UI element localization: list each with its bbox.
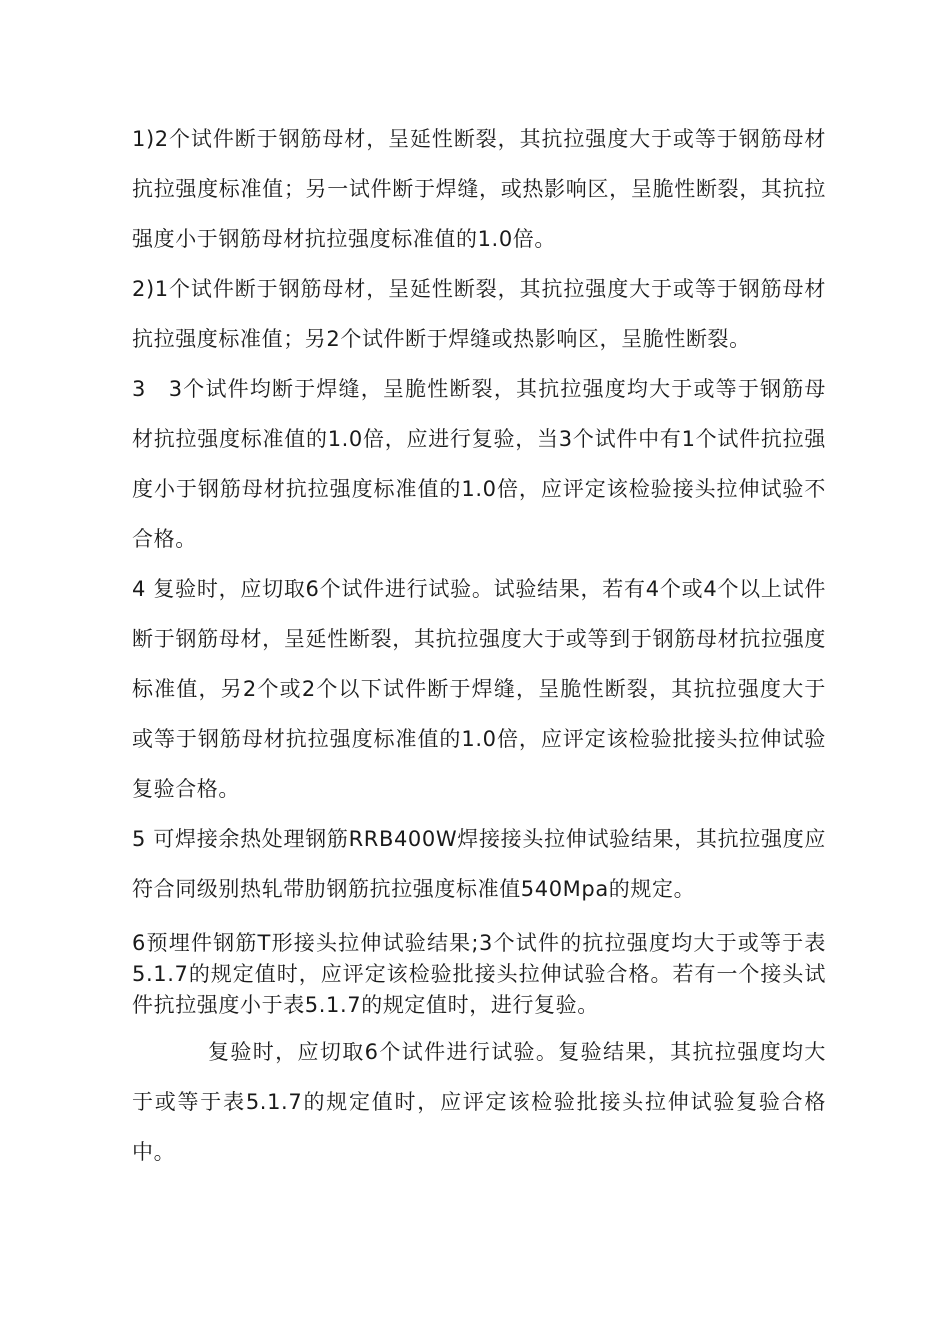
- paragraph-7: 复验时，应切取6个试件进行试验。复验结果，其抗拉强度均大于或等于表5.1.7的规定值时，应评定该检验批接头拉伸试验复验合格中。: [132, 1040, 826, 1164]
- document-body: [132, 114, 826, 1177]
- paragraph-4: 4 复验时，应切取6个试件进行试验。试验结果，若有4个或4个以上试件断于钢筋母材，呈延性断裂，其抗拉强度大于或等到于钢筋母材抗拉强度标准值，另2个或2个以下试件断于焊缝，呈脆性断裂，其抗拉强度大于或等于钢筋母材抗拉强度标准值的1.0倍，应评定该检验批接头拉伸试验复验合格。: [132, 577, 826, 801]
- paragraph-6: 6预埋件钢筋T形接头拉伸试验结果;3个试件的抗拉强度均大于或等于表5.1.7的规定值时，应评定该检验批接头拉伸试验合格。若有一个接头试件抗拉强度小于表5.1.7的规定值时，进行复验。: [132, 931, 826, 1017]
- paragraph-5: 5 可焊接余热处理钢筋RRB400W焊接接头拉伸试验结果，其抗拉强度应符合同级别热轧带肋钢筋抗拉强度标准值540Mpa的规定。: [132, 827, 826, 901]
- paragraph-3: 3 3个试件均断于焊缝，呈脆性断裂，其抗拉强度均大于或等于钢筋母材抗拉强度标准值的1.0倍，应进行复验，当3个试件中有1个试件抗拉强度小于钢筋母材抗拉强度标准值的1.0倍，应评定该检验接头拉伸试验不合格。: [132, 377, 826, 551]
- paragraph-1: 1)2个试件断于钢筋母材，呈延性断裂，其抗拉强度大于或等于钢筋母材抗拉强度标准值；另一试件断于焊缝，或热影响区，呈脆性断裂，其抗拉强度小于钢筋母材抗拉强度标准值的1.0倍。: [132, 127, 826, 251]
- paragraph-2: 2)1个试件断于钢筋母材，呈延性断裂，其抗拉强度大于或等于钢筋母材抗拉强度标准值；另2个试件断于焊缝或热影响区，呈脆性断裂。: [132, 277, 826, 351]
